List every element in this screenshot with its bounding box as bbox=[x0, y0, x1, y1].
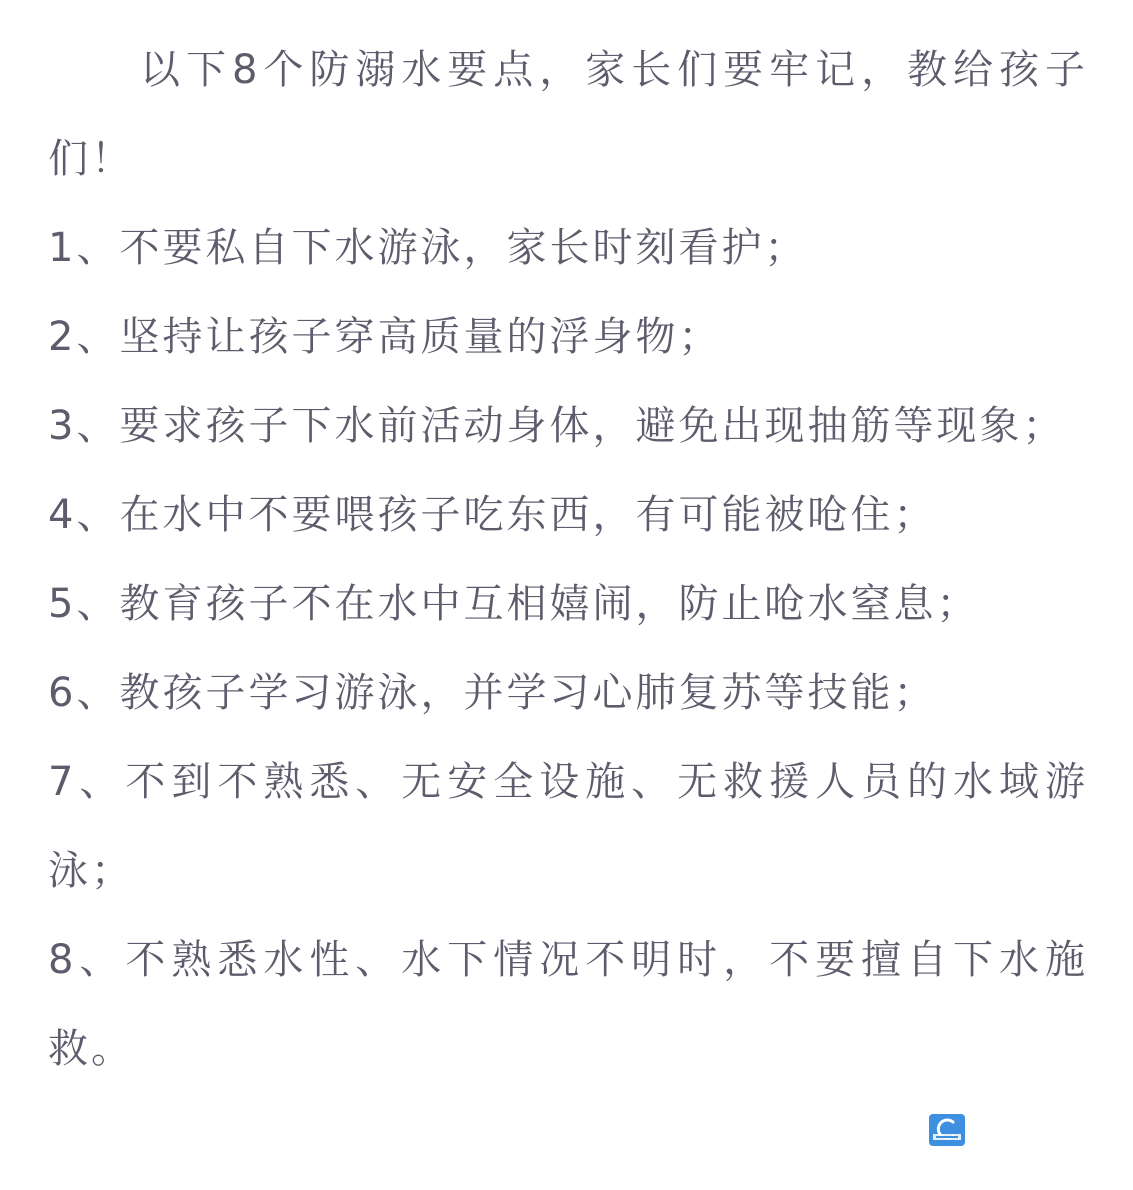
list-item: 6、教孩子学习游泳，并学习心肺复苏等技能； bbox=[48, 670, 937, 716]
site-logo-icon bbox=[929, 1114, 965, 1146]
list-item: 4、在水中不要喂孩子吃东西，有可能被呛住； bbox=[48, 492, 937, 538]
list-item: 7、不到不熟悉、无安全设施、无救援人员的水域游泳； bbox=[48, 759, 1088, 894]
list-item: 2、坚持让孩子穿高质量的浮身物； bbox=[48, 314, 722, 360]
article-body bbox=[48, 26, 1088, 1094]
list-item: 3、要求孩子下水前活动身体，避免出现抽筋等现象； bbox=[48, 403, 1066, 449]
list-item: 1、不要私自下水游泳，家长时刻看护； bbox=[48, 225, 808, 271]
intro-paragraph: 以下8个防溺水要点，家长们要牢记，教给孩子们！ bbox=[48, 47, 1088, 182]
list-item: 5、教育孩子不在水中互相嬉闹，防止呛水窒息； bbox=[48, 581, 980, 627]
list-item: 8、不熟悉水性、水下情况不明时，不要擅自下水施救。 bbox=[48, 937, 1088, 1072]
